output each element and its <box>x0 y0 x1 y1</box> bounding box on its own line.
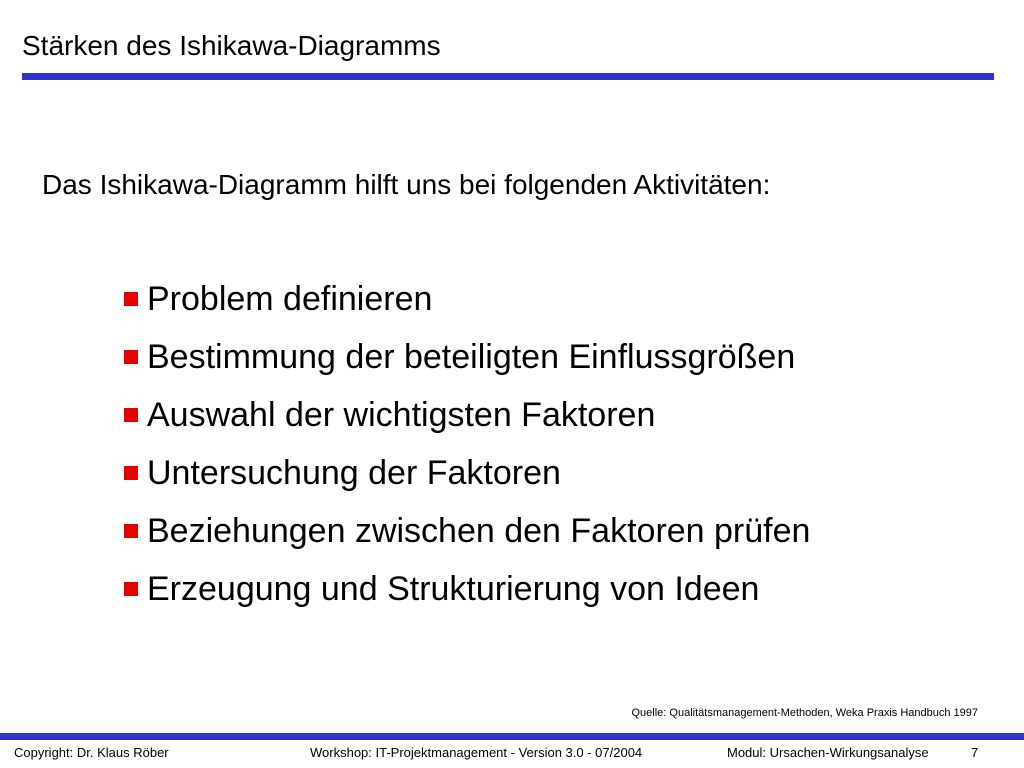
footer-workshop: Workshop: IT-Projektmanagement - Version 3.0 - 07/2004 <box>310 745 643 760</box>
red-square-bullet-icon <box>124 350 138 364</box>
bullet-item <box>124 502 810 560</box>
intro-text: Das Ishikawa-Diagramm hilft uns bei folgenden Aktivitäten: <box>42 169 771 200</box>
bullet-text: Untersuchung der Faktoren <box>147 454 561 492</box>
title-rule <box>22 73 994 80</box>
red-square-bullet-icon <box>124 582 138 596</box>
bullet-text: Problem definieren <box>147 280 433 318</box>
bullet-item <box>124 560 810 618</box>
bullet-list <box>124 270 810 618</box>
bullet-text: Erzeugung und Strukturierung von Ideen <box>147 570 760 608</box>
bullet-text: Bestimmung der beteiligten Einflussgrößen <box>147 338 796 376</box>
footer-module: Modul: Ursachen-Wirkungsanalyse <box>727 745 929 760</box>
bullet-text: Auswahl der wichtigsten Faktoren <box>147 396 656 434</box>
bullet-item <box>124 270 810 328</box>
footer-rule <box>0 733 1024 740</box>
slide-title: Stärken des Ishikawa-Diagramms <box>22 30 441 61</box>
bullet-text: Beziehungen zwischen den Faktoren prüfen <box>147 512 811 550</box>
page-number: 7 <box>971 745 979 760</box>
source-citation: Quelle: Qualitätsmanagement-Methoden, Weka Praxis Handbuch 1997 <box>631 707 978 719</box>
bullet-item <box>124 328 810 386</box>
red-square-bullet-icon <box>124 408 138 422</box>
red-square-bullet-icon <box>124 466 138 480</box>
red-square-bullet-icon <box>124 292 138 306</box>
bullet-item <box>124 444 810 502</box>
bullet-item <box>124 386 810 444</box>
red-square-bullet-icon <box>124 524 138 538</box>
footer-copyright: Copyright: Dr. Klaus Röber <box>14 745 169 760</box>
